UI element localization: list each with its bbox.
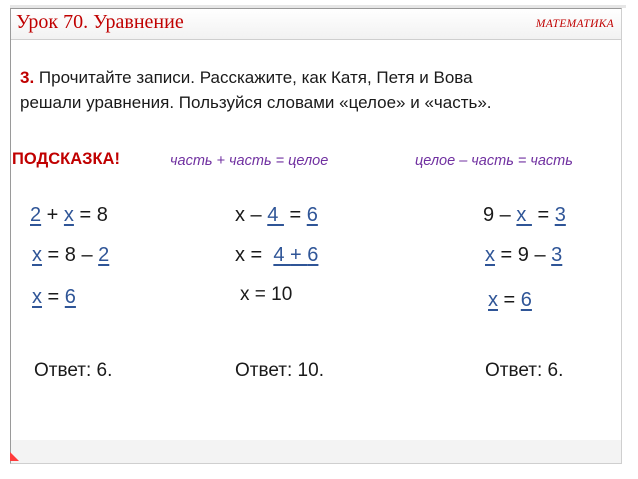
- unknown-x: x: [488, 289, 498, 311]
- part-value: 3: [551, 244, 563, 266]
- part-value: 6: [307, 244, 319, 266]
- result-value: 6: [64, 286, 76, 308]
- col1-equation: [30, 204, 108, 227]
- part-value: 2: [30, 204, 42, 226]
- col2-equation: [235, 204, 318, 227]
- col2-answer: Ответ: 10.: [235, 360, 324, 381]
- result-value: 6: [520, 289, 532, 311]
- equals: =: [531, 204, 555, 226]
- col3-step-3: [488, 289, 532, 312]
- col1-step-3: [32, 286, 76, 309]
- expression: = 9 –: [495, 244, 552, 266]
- equals: =: [498, 289, 521, 311]
- task-line-2: решали уравнения. Пользуйся словами «целое» и «часть».: [20, 93, 492, 112]
- col3-answer: Ответ: 6.: [485, 360, 564, 381]
- part-value: 2: [98, 244, 110, 266]
- col3-equation: [483, 204, 566, 227]
- lesson-title: Урок 70. Уравнение: [16, 11, 184, 33]
- corner-marker: [10, 452, 19, 461]
- unknown-x: x: [516, 204, 532, 226]
- whole-value: = 8: [73, 204, 108, 226]
- part-value: 3: [554, 204, 566, 226]
- equals: =: [283, 204, 307, 226]
- unknown-x: x: [32, 286, 42, 308]
- operator: +: [41, 204, 64, 226]
- col2-step-2: [235, 244, 318, 267]
- subject-label: МАТЕМАТИКА: [535, 18, 614, 30]
- unknown-x: x: [63, 204, 74, 226]
- task-number: 3.: [20, 68, 35, 87]
- col1-answer: Ответ: 6.: [34, 360, 113, 381]
- task-text: [20, 65, 620, 115]
- hint-rule-difference: целое – часть = часть: [415, 153, 573, 169]
- expression: = 8 –: [42, 244, 99, 266]
- part-value: 6: [306, 204, 318, 226]
- unknown-x: x: [32, 244, 42, 266]
- col1-step-2: [32, 244, 109, 267]
- col3-step-2: [485, 244, 562, 267]
- footer-band: [11, 440, 621, 463]
- expression: x –: [235, 204, 268, 226]
- col2-step-3: x = 10: [240, 284, 293, 305]
- whole-value: 9 –: [483, 204, 517, 226]
- hint-rule-sum: часть + часть = целое: [170, 153, 329, 169]
- part-value: 4: [267, 204, 284, 226]
- hint-label: ПОДСКАЗКА!: [12, 150, 120, 168]
- expression: x =: [235, 244, 274, 266]
- operator: +: [290, 244, 308, 266]
- equals: =: [42, 286, 65, 308]
- unknown-x: x: [485, 244, 495, 266]
- task-line-1: Прочитайте записи. Расскажите, как Катя, Петя и Вова: [34, 68, 473, 87]
- part-value: 4: [273, 244, 291, 266]
